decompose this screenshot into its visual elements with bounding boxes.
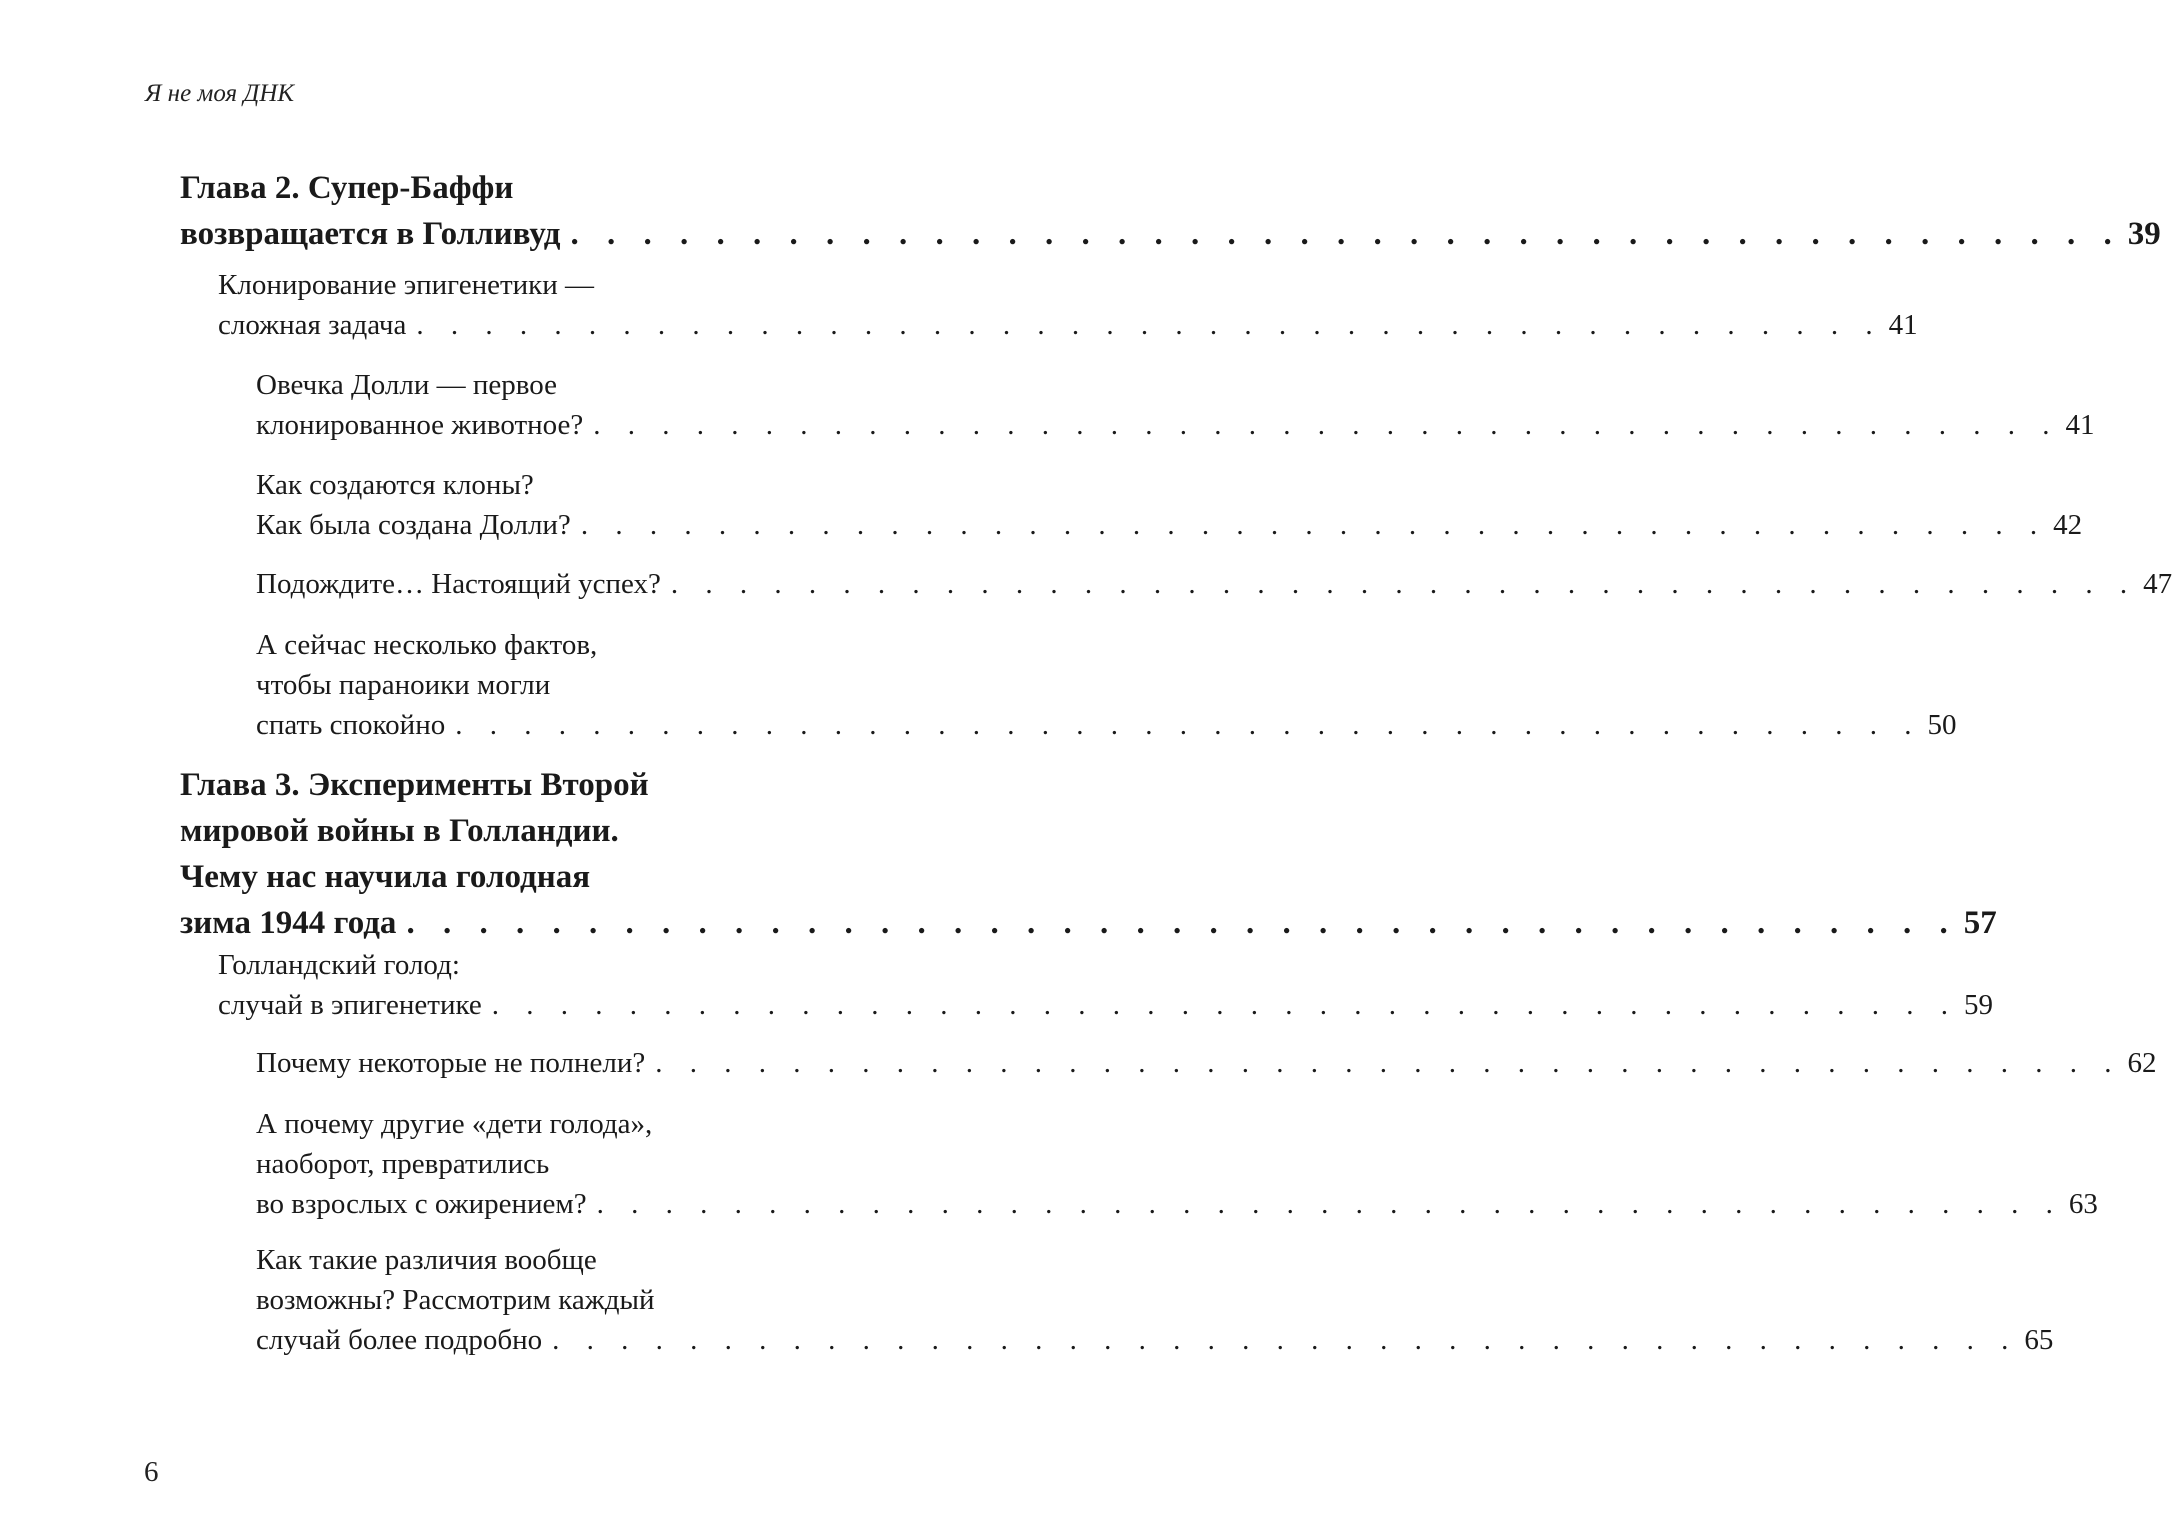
toc-entry-line: Голландский голод: [218, 949, 460, 981]
toc-entry-line: Подождите… Настоящий успех? [256, 568, 661, 600]
toc-entry-line: А сейчас несколько фактов, [256, 629, 598, 661]
toc-entry-line: Почему некоторые не полнели? [256, 1047, 646, 1079]
toc-entry-subsection [256, 625, 1957, 745]
running-head: Я не моя ДНК [145, 80, 294, 107]
toc-page-number: 50 [1927, 709, 1957, 741]
toc-entry-section [218, 265, 1918, 345]
toc-entry-subsection [256, 365, 2095, 445]
toc-entry-line: случай более подробно [256, 1324, 543, 1356]
toc-page-number: 41 [1888, 309, 1918, 341]
toc-entry-line: чтобы параноики могли [256, 669, 551, 701]
toc-entry-line: возвращается в Голливуд [180, 216, 561, 252]
toc-entry-line: спать спокойно [256, 709, 446, 741]
toc-entry-line: зима 1944 года [180, 905, 397, 941]
toc-page-number: 59 [1963, 989, 1993, 1021]
toc-entry-section [218, 945, 1993, 1025]
toc-entry-line: случай в эпигенетике [218, 989, 482, 1021]
toc-entry-line: клонированное животное? [256, 409, 584, 441]
leader-dots: . . . . . . . . . . . . . . . . . . . . . . . . . . . . . . . . . . . . . . . . . . . [670, 568, 2138, 600]
toc-entry-line: А почему другие «дети голода», [256, 1108, 653, 1140]
toc-entry-line: сложная задача [218, 309, 407, 341]
toc-entry-line: возможны? Рассмотрим каждый [256, 1284, 655, 1316]
leader-dots: . . . . . . . . . . . . . . . . . . . . . . . . . . . . . . . . . . . . . . . . . . . [416, 309, 1883, 341]
leader-dots: . . . . . . . . . . . . . . . . . . . . . . . . . . . . . . . . . . . . . . . . . . . [491, 989, 1958, 1021]
toc-entry-line: Как такие различия вообще [256, 1244, 597, 1276]
toc-entry-line: Глава 3. Эксперименты Второй [180, 767, 649, 803]
toc-page-number: 39 [2127, 216, 2161, 252]
toc-entry-line: Клонирование эпигенетики — [218, 269, 595, 301]
toc-entry-line: Овечка Долли — первое [256, 369, 557, 401]
toc-entry-chapter-2 [180, 165, 2161, 257]
toc-entry-subsection [256, 1043, 2157, 1083]
page-number: 6 [144, 1456, 159, 1488]
toc-entry-subsection [256, 1240, 2054, 1360]
leader-dots: . . . . . . . . . . . . . . . . . . . . . . . . . . . . . . . . . . . . . . . . . . . [552, 1324, 2019, 1356]
toc-entry-line: Как была создана Долли? [256, 509, 571, 541]
toc-page-number: 42 [2053, 509, 2083, 541]
leader-dots: . . . . . . . . . . . . . . . . . . . . . . . . . . . . . . . . . . . . . . . . . . . [655, 1047, 2122, 1079]
leader-dots: . . . . . . . . . . . . . . . . . . . . . . . . . . . . . . . . . . . . . . . . . . . [570, 216, 2122, 252]
toc-entry-chapter-3 [180, 762, 1997, 946]
leader-dots: . . . . . . . . . . . . . . . . . . . . . . . . . . . . . . . . . . . . . . . . . . . [580, 509, 2048, 541]
toc-page-number: 63 [2068, 1188, 2098, 1220]
toc-entry-line: наоборот, превратились [256, 1148, 550, 1180]
toc-entry-line: Как создаются клоны? [256, 469, 534, 501]
toc-page-number: 47 [2143, 568, 2172, 600]
toc-page-number: 41 [2065, 409, 2095, 441]
toc-entry-subsection [256, 1104, 2098, 1224]
toc-page-number: 62 [2127, 1047, 2157, 1079]
toc-page-number: 65 [2024, 1324, 2054, 1356]
toc-entry-subsection [256, 465, 2083, 545]
toc-page-number: 57 [1963, 905, 1997, 941]
toc-entry-line: во взрослых с ожирением? [256, 1188, 587, 1220]
toc-entry-line: Глава 2. Супер-Баффи [180, 170, 514, 206]
leader-dots: . . . . . . . . . . . . . . . . . . . . . . . . . . . . . . . . . . . . . . . . . . . [455, 709, 1922, 741]
leader-dots: . . . . . . . . . . . . . . . . . . . . . . . . . . . . . . . . . . . . . . . . . . . [406, 905, 1958, 941]
toc-entry-line: Чему нас научила голодная [180, 859, 591, 895]
toc-entry-line: мировой войны в Голландии. [180, 813, 619, 849]
leader-dots: . . . . . . . . . . . . . . . . . . . . . . . . . . . . . . . . . . . . . . . . . . . [596, 1188, 2063, 1220]
toc-entry-subsection [256, 564, 2172, 604]
leader-dots: . . . . . . . . . . . . . . . . . . . . . . . . . . . . . . . . . . . . . . . . . . . [593, 409, 2060, 441]
